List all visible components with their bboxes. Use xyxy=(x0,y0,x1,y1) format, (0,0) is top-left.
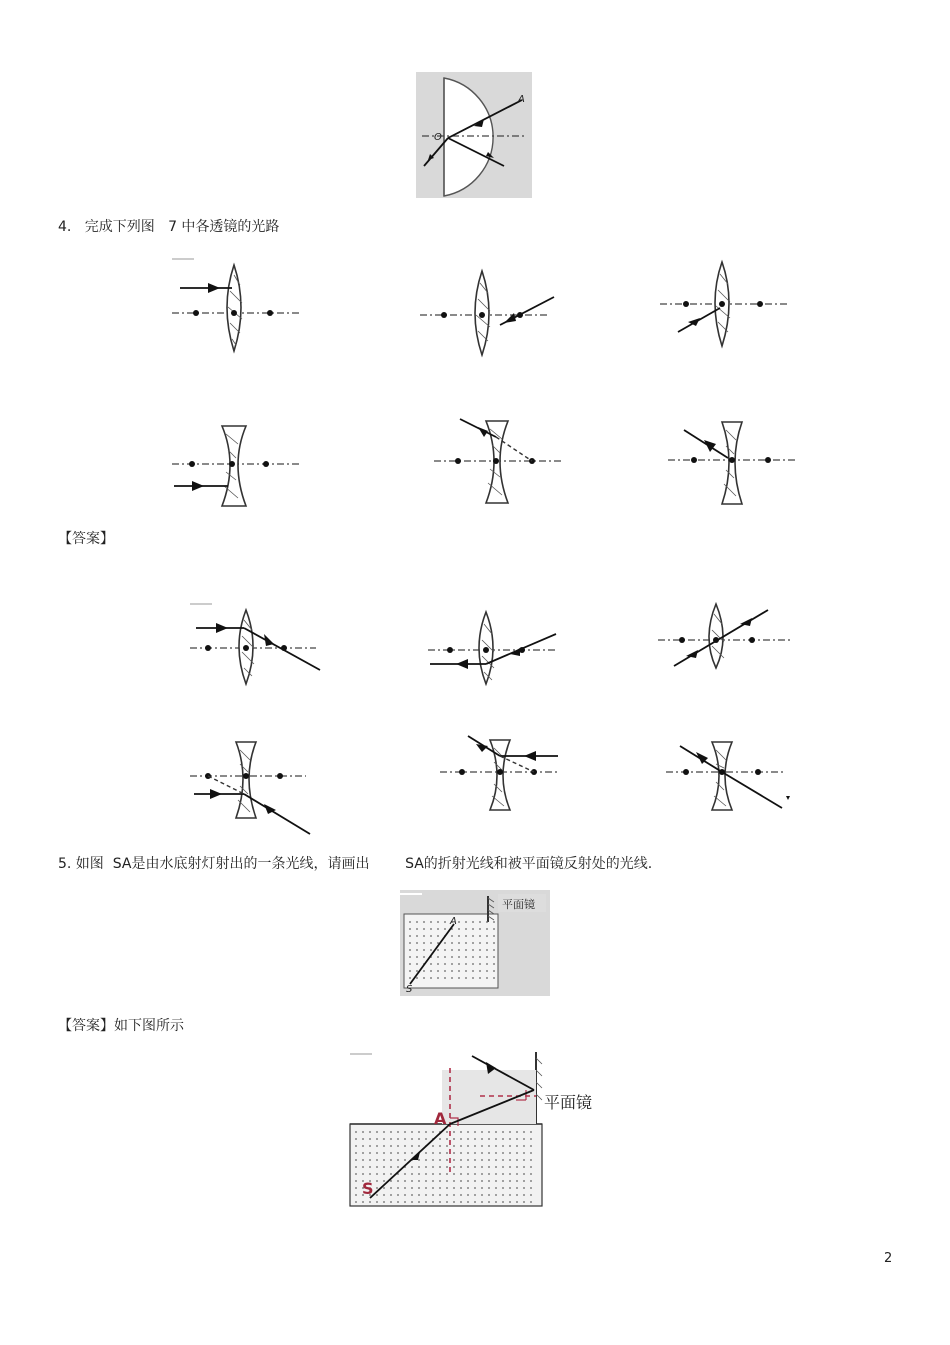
figure-convex-lens-2 xyxy=(416,265,556,360)
figure-concave-lens-1 xyxy=(168,420,308,515)
figure-concave-lens-3 xyxy=(664,418,804,513)
answer-water-tank-mirror xyxy=(346,1048,606,1210)
q5-text-c: 的折射光线和被平面镜反射处的光线. xyxy=(423,856,653,872)
answer-convex-lens-3 xyxy=(654,600,799,670)
q5-sa: SA xyxy=(112,856,132,872)
q5-text-a: 5. 如图 xyxy=(58,856,104,872)
q5-text-b: 是由水底射灯射出的一条光线，请画出 xyxy=(131,856,370,872)
answer-convex-lens-2 xyxy=(424,610,564,690)
point-s-label: S xyxy=(362,1179,374,1198)
question-5 xyxy=(58,855,652,873)
point-a-label: A xyxy=(434,1109,447,1128)
answer-concave-lens-1 xyxy=(186,738,316,838)
answer-convex-lens-1 xyxy=(186,600,331,690)
point-a-label: A xyxy=(450,916,457,927)
figure-convex-lens-3 xyxy=(656,258,796,353)
answer-concave-lens-3 xyxy=(662,738,797,818)
question-4 xyxy=(58,218,279,236)
question-text: 完成下列图 xyxy=(84,219,155,235)
figure-convex-lens-1 xyxy=(168,255,308,355)
page-number: 2 xyxy=(884,1251,893,1266)
point-o-label: O xyxy=(434,132,442,143)
question-number: 4. xyxy=(58,219,72,235)
figure-reference: 7 中各透镜的光路 xyxy=(168,219,280,235)
figure-semicircle-glass xyxy=(414,70,534,200)
figure-concave-lens-2 xyxy=(430,415,570,510)
mirror-label: 平面镜 xyxy=(502,898,535,911)
q5-sa2: SA xyxy=(405,856,424,872)
figure-water-tank-mirror xyxy=(398,888,553,998)
point-s-label: S xyxy=(406,984,413,995)
point-a-label: A xyxy=(518,94,525,105)
answer-label-5: 【答案】如下图所示 xyxy=(58,1018,184,1034)
answer-concave-lens-2 xyxy=(436,732,566,812)
answer-label-4: 【答案】 xyxy=(58,531,114,547)
mirror-label: 平面镜 xyxy=(544,1093,593,1112)
